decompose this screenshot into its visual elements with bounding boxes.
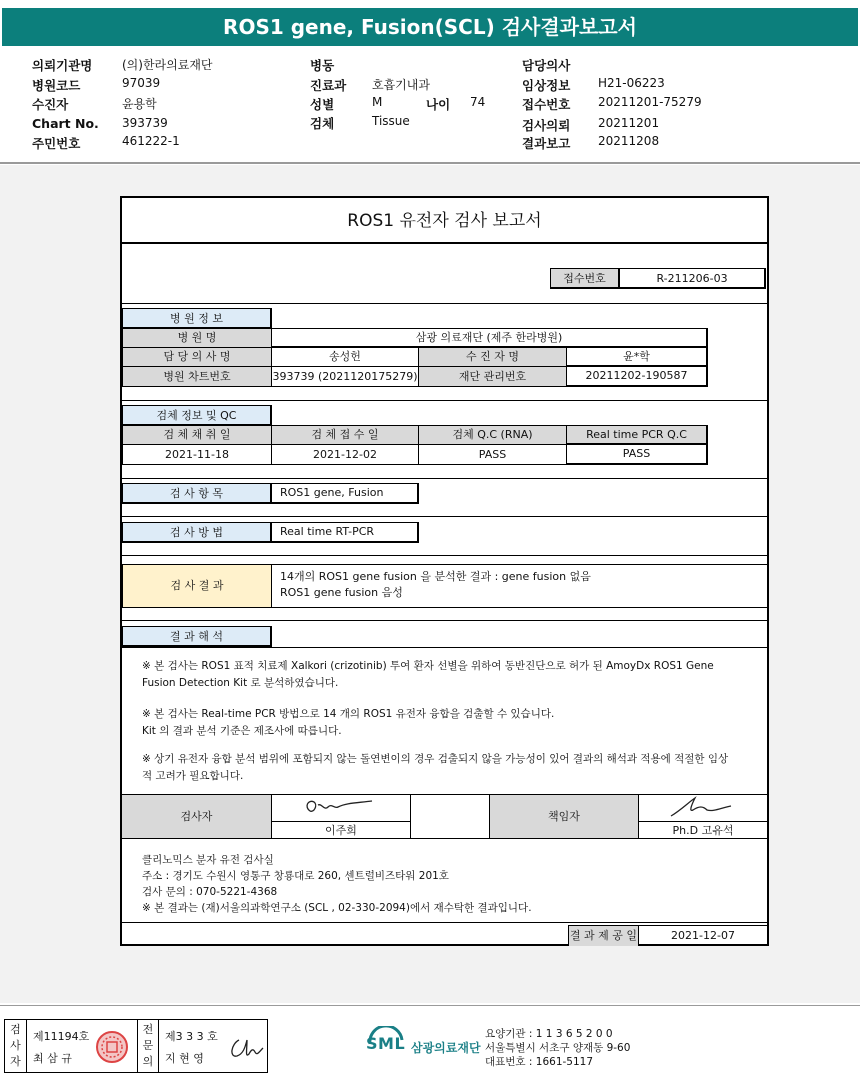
sml-logo-text: SML [366,1034,406,1053]
patient-header [0,52,860,156]
receipt-number-value: R-211206-03 [619,268,766,289]
header-label: 성별 [310,97,335,112]
header-label: 진료과 [310,78,347,93]
header-label: 의뢰기관명 [32,58,93,73]
header-label: 임상정보 [522,78,571,93]
header-label: 검체 [310,116,335,131]
section-divider [122,303,767,304]
interpretation-paragraph [142,751,752,785]
responsible-signature-box [638,794,767,839]
tester-signature-mark [302,797,382,821]
chart-number-value: 393739 (2021120175279) [271,366,419,387]
tester-signature-box [271,794,411,839]
org-contact-info [485,1027,630,1069]
header-label: Chart No. [32,116,99,131]
header-value: (의)한라의료재단 [122,58,213,72]
inspector-seal-icon [95,1030,129,1064]
section-divider [122,516,767,517]
interpretation-line: Fusion Detection Kit 로 분석하였습니다. [142,677,339,689]
header-value: 윤용학 [122,97,157,111]
header-value: 97039 [122,76,161,90]
specimen-collect-date: 2021-11-18 [122,444,272,465]
org-code: 요양기관 : 1 1 3 6 5 2 0 0 [485,1028,613,1040]
specialist-signature-mark [225,1034,265,1064]
doctor-name-value: 송성헌 [271,347,419,367]
test-method-value: Real time RT-PCR [271,522,419,543]
section-divider [122,620,767,621]
foundation-number-value: 20211202-190587 [566,366,708,387]
specimen-header-rna-qc: 검체 Q.C (RNA) [418,425,567,445]
section-divider [122,400,767,401]
specialist-license: 제3 3 3 호 [165,1030,218,1043]
specialist-label: 전 문 의 [137,1020,159,1072]
section-divider [122,922,767,923]
section-divider [122,647,767,648]
specimen-rna-qc-value: PASS [418,444,567,465]
tester-label: 검사자 [122,794,272,839]
lab-info [142,852,532,916]
test-result-line: ROS1 gene fusion 음성 [280,586,403,599]
interpretation-line: 적 고려가 필요합니다. [142,770,244,782]
header-value: 20211201-75279 [598,95,702,109]
receipt-number-label: 접수번호 [550,268,620,289]
patient-name-label: 수 진 자 명 [418,347,567,367]
age-label: 나이 [426,97,451,112]
header-label: 검사의뢰 [522,118,571,133]
result-date-label: 결 과 제 공 일 [568,925,639,946]
header-value: 461222-1 [122,134,180,148]
specimen-header-collect: 검 체 채 취 일 [122,425,272,445]
lab-name: 클리노믹스 분자 유전 검사실 [142,854,274,866]
patient-name-value: 윤*학 [566,347,708,367]
inspector-label: 검 사 자 [5,1020,27,1072]
header-label: 주민번호 [32,136,81,151]
hospital-name-label: 병 원 명 [122,328,272,348]
inspector-name: 최 삼 규 [33,1052,72,1065]
header-label: 담당의사 [522,58,571,73]
specimen-header-pcr-qc: Real time PCR Q.C [566,425,708,445]
chart-number-label: 병원 차트번호 [122,366,272,387]
interpretation-paragraph [142,706,752,740]
header-value: H21-06223 [598,76,665,90]
lab-contact: 검사 문의 : 070-5221-4368 [142,886,278,898]
test-item-label: 검 사 항 목 [122,483,272,504]
result-date-value: 2021-12-07 [638,925,767,946]
signatory-stamp-box [4,1019,268,1073]
header-label: 병동 [310,58,335,73]
specimen-receive-date: 2021-12-02 [271,444,419,465]
header-label: 수진자 [32,97,69,112]
header-value: 호흡기내과 [372,78,430,92]
section-divider [122,555,767,556]
header-value: 20211208 [598,134,660,148]
specimen-header-receive: 검 체 접 수 일 [271,425,419,445]
tester-name: 이주희 [272,821,410,839]
responsible-signature-mark [667,796,737,820]
test-item-value: ROS1 gene, Fusion [271,483,419,504]
interpretation-line: Kit 의 결과 분석 기준은 제조사에 따릅니다. [142,725,342,737]
report-title-bar: ROS1 gene, Fusion(SCL) 검사결과보고서 [2,8,858,46]
footer-divider [0,1005,860,1006]
age-value: 74 [470,95,486,109]
doctor-name-label: 담 당 의 사 명 [122,347,272,367]
section-divider [122,478,767,479]
specimen-pcr-qc-value: PASS [566,444,708,465]
header-value: 393739 [122,116,168,130]
header-divider [0,162,860,164]
lab-note: ※ 본 결과는 (재)서울의과학연구소 (SCL , 02-330-2094)에서 재수탁한 결과입니다. [142,902,532,914]
header-value: 20211201 [598,116,660,130]
interpretation-line: ※ 본 검사는 ROS1 표적 치료제 Xalkori (crizotinib) 투여 환자 선별을 위하여 동반진단으로 허가 된 AmoyDx ROS1 Gene [142,660,714,672]
hospital-info-section-label: 병 원 정 보 [122,308,272,329]
interpretation-line: ※ 상기 유전자 융합 분석 범위에 포함되지 않는 돌연변이의 경우 검출되지 않을 가능성이 있어 결과의 해석과 적용에 적절한 임상 [142,753,729,765]
report-heading: ROS1 유전자 검사 보고서 [122,198,767,244]
test-result-box [271,564,767,608]
interpretation-line: ※ 본 검사는 Real-time PCR 방법으로 14 개의 ROS1 유전자 융합을 검출할 수 있습니다. [142,708,555,720]
ros1-report-document [120,196,769,946]
header-label: 접수번호 [522,97,571,112]
test-method-label: 검 사 방 법 [122,522,272,543]
foundation-number-label: 재단 관리번호 [418,366,567,387]
org-address: 서울특별시 서초구 양재동 9-60 [485,1042,631,1054]
interpretation-paragraph [142,658,752,692]
lab-address: 주소 : 경기도 수원시 영통구 창룡대로 260, 센트럴비즈타워 201호 [142,870,449,882]
inspector-license: 제11194호 [33,1030,90,1043]
interpretation-label: 결 과 해 석 [122,626,272,647]
test-result-line: 14개의 ROS1 gene fusion 을 분석한 결과 : gene fusion 없음 [280,570,591,583]
org-name: 삼광의료재단 [411,1041,481,1055]
signature-spacer-box [410,794,490,839]
header-label: 결과보고 [522,136,571,151]
header-label: 병원코드 [32,78,81,93]
specialist-name: 지 현 영 [165,1052,204,1065]
org-phone: 대표번호 : 1661-5117 [485,1056,594,1068]
test-result-label: 검 사 결 과 [122,564,272,608]
header-value: M [372,95,383,109]
responsible-label: 책임자 [489,794,639,839]
hospital-name-value: 삼광 의료재단 (제주 한라병원) [271,328,708,348]
responsible-name: Ph.D 고유석 [639,821,767,839]
header-value: Tissue [372,114,410,128]
specimen-qc-section-label: 검체 정보 및 QC [122,405,272,426]
